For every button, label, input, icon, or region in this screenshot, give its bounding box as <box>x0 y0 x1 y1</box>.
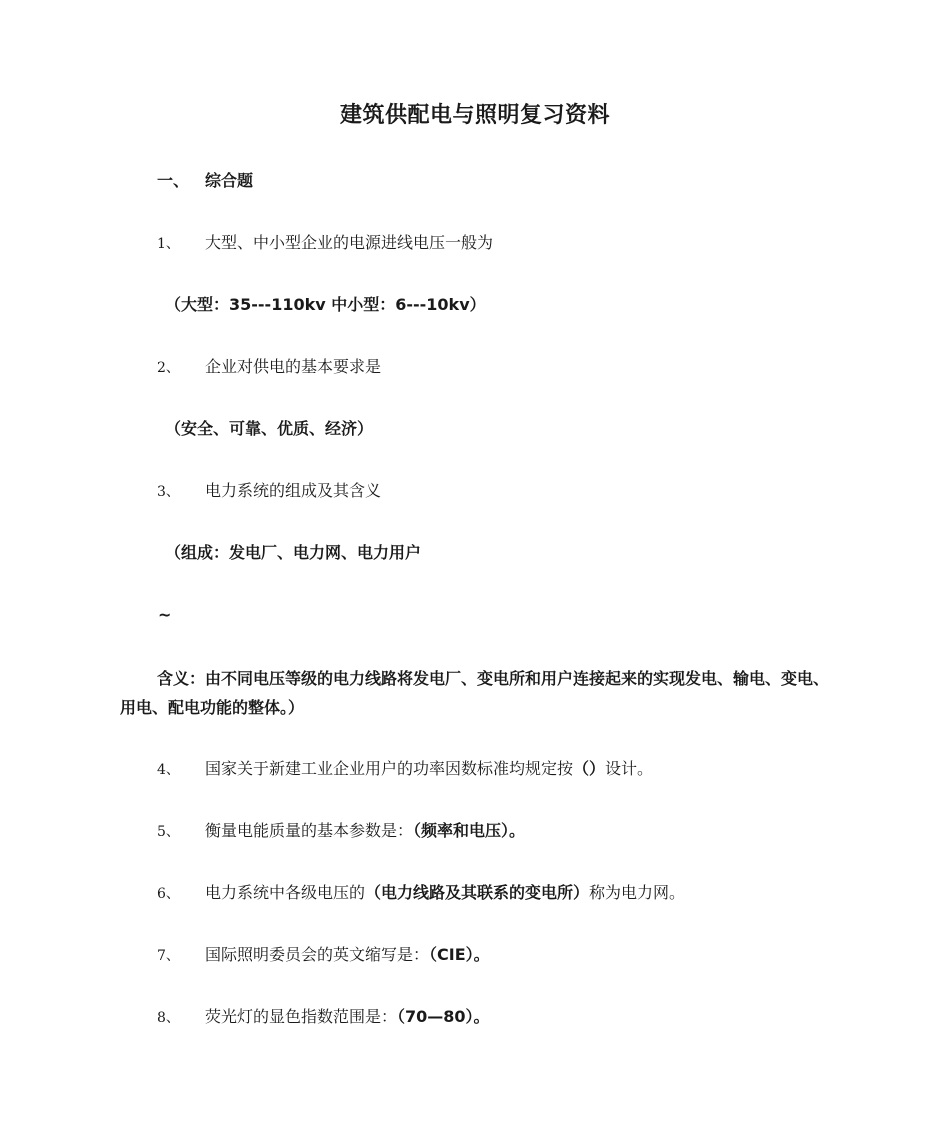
question-number: 8、 <box>157 1010 180 1026</box>
question-text: 电力系统中各级电压的 <box>205 883 366 902</box>
question-text: 电力系统的组成及其含义 <box>205 481 382 500</box>
question-number: 5、 <box>157 824 180 840</box>
question-text: 衡量电能质量的基本参数是： <box>205 821 414 840</box>
answer-5: （频率和电压）。 <box>413 821 526 840</box>
question-text: 国家关于新建工业企业用户的功率因数标准均规定按 <box>205 759 574 778</box>
answer-8: （70—80）。 <box>397 1007 490 1026</box>
question-number: 3、 <box>157 484 180 500</box>
question-8 <box>157 1004 490 1031</box>
question-text: 企业对供电的基本要求是 <box>205 357 382 376</box>
question-number: 6、 <box>157 886 180 902</box>
section-number: 一、 <box>157 171 190 190</box>
question-text: 荧光灯的显色指数范围是： <box>205 1007 398 1026</box>
answer-4: （） <box>573 759 606 778</box>
answer-1: （大型：35---110kv 中小型：6---10kv） <box>165 295 486 314</box>
question-number: 2、 <box>157 360 180 376</box>
question-1 <box>157 230 493 257</box>
question-tail: 称为电力网。 <box>589 883 686 902</box>
answer-2: （安全、可靠、优质、经济） <box>165 419 374 438</box>
question-6 <box>157 880 685 907</box>
question-5 <box>157 818 525 845</box>
question-tail: 设计。 <box>605 759 654 778</box>
question-4 <box>157 756 653 783</box>
answer-7: （CIE）。 <box>429 945 490 964</box>
section-label: 综合题 <box>205 171 254 190</box>
question-number: 4、 <box>157 762 180 778</box>
question-7 <box>157 942 490 969</box>
answer-3: （组成：发电厂、电力网、电力用户 <box>165 543 422 562</box>
question-text: 大型、中小型企业的电源进线电压一般为 <box>205 233 494 252</box>
question-number: 1、 <box>157 236 180 252</box>
tilde-mark: ~ <box>158 605 172 624</box>
document-title: 建筑供配电与照明复习资料 <box>339 103 610 128</box>
question-3 <box>157 478 381 505</box>
answer-3-meaning: 含义：由不同电压等级的电力线路将发电厂、变电所和用户连接起来的实现发电、输电、变电、用电、配电功能的整体。） <box>120 669 830 717</box>
answer-6: （电力线路及其联系的变电所） <box>365 883 590 902</box>
question-number: 7、 <box>157 948 180 964</box>
section-heading <box>157 168 253 194</box>
question-2 <box>157 354 381 381</box>
question-text: 国际照明委员会的英文缩写是： <box>205 945 430 964</box>
